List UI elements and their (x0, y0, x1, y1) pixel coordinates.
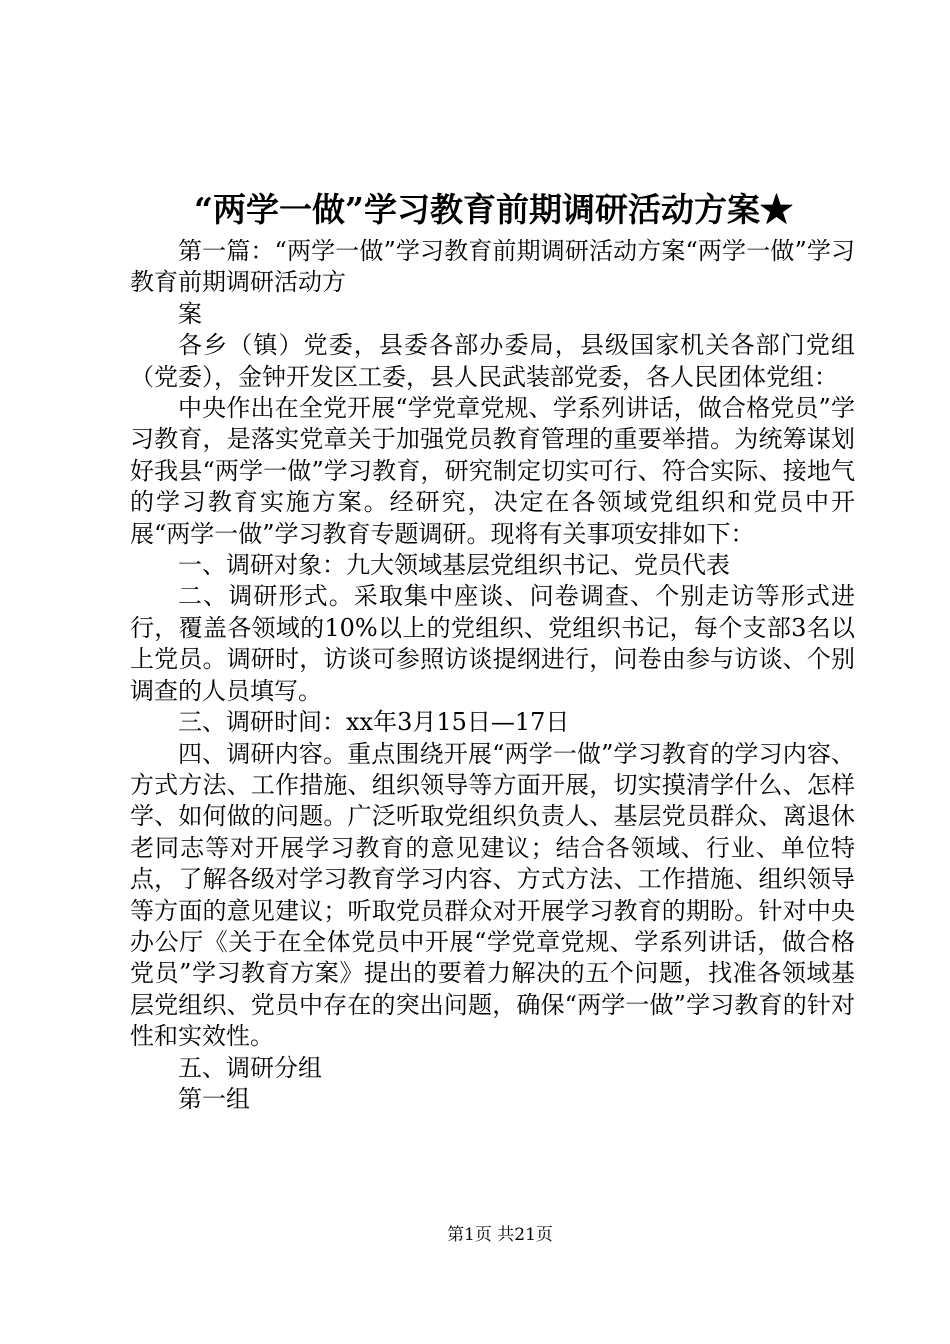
paragraph: 二、调研形式。采取集中座谈、问卷调查、个别走访等形式进行，覆盖各领域的10%以上的党组织、党组织书记，每个支部3名以上党员。调研时，访谈可参照访谈提纲进行，问卷由参与访谈、个别调查的人员填写。 (130, 582, 855, 705)
document-body (130, 236, 855, 1115)
paragraph: 各乡（镇）党委，县委各部办委局，县级国家机关各部门党组（党委），金钟开发区工委，县人民武装部党委，各人民团体党组： (130, 331, 855, 391)
paragraph: 五、调研分组 (178, 1053, 322, 1082)
paragraph: 第一组 (178, 1084, 250, 1113)
paragraph: 第一篇：“两学一做”学习教育前期调研活动方案“两学一做”学习教育前期调研活动方 (130, 237, 855, 297)
page-number-footer: 第1页 共21页 (447, 1225, 553, 1245)
document-page (130, 188, 855, 1115)
paragraph: 三、调研时间：xx年3月15日—17日 (178, 708, 570, 737)
paragraph: 四、调研内容。重点围绕开展“两学一做”学习教育的学习内容、方式方法、工作措施、组织领导等方面开展，切实摸清学什么、怎样学、如何做的问题。广泛听取党组织负责人、基层党员群众、离退休老同志等对开展学习教育的意见建议；结合各领域、行业、单位特点，了解各级对学习教育学习内容、方式方法、工作措施、组织领导等方面的意见建议；听取党员群众对开展学习教育的期盼。针对中央办公厅《关于在全体党员中开展“学党章党规、学系列讲话，做合格党员”学习教育方案》提出的要着力解决的五个问题，找准各领域基层党组织、党员中存在的突出问题，确保“两学一做”学习教育的针对性和实效性。 (130, 739, 855, 1051)
document-title: “两学一做”学习教育前期调研活动方案★ (194, 190, 793, 229)
paragraph: 案 (178, 299, 202, 328)
paragraph: 中央作出在全党开展“学党章党规、学系列讲话，做合格党员”学习教育，是落实党章关于加强党员教育管理的重要举措。为统筹谋划好我县“两学一做”学习教育，研究制定切实可行、符合实际、接地气的学习教育实施方案。经研究，决定在各领域党组织和党员中开展“两学一做”学习教育专题调研。现将有关事项安排如下： (130, 394, 855, 548)
paragraph: 一、调研对象：九大领域基层党组织书记、党员代表 (178, 551, 730, 580)
